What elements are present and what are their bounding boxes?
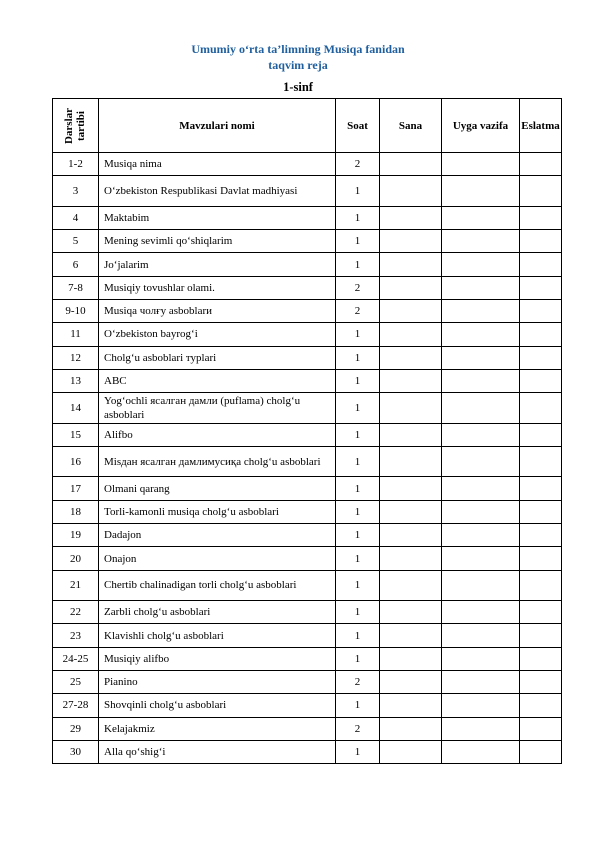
hours-cell: 1 [336, 446, 380, 477]
column-header-date: Sana [380, 99, 442, 153]
date-cell [380, 299, 442, 322]
table-header-row [53, 99, 562, 153]
homework-cell [442, 230, 520, 253]
note-cell [520, 423, 562, 446]
table-row [53, 153, 562, 176]
topic-cell: Shovqinli cholg‘u asboblari [99, 694, 336, 717]
homework-cell [442, 570, 520, 601]
note-cell [520, 153, 562, 176]
homework-cell [442, 624, 520, 647]
order-header-line2: tartibi [75, 110, 88, 141]
lesson-number-cell: 24-25 [53, 647, 99, 670]
date-cell [380, 230, 442, 253]
note-cell [520, 717, 562, 740]
lesson-number-cell: 25 [53, 671, 99, 694]
lesson-number-cell: 7-8 [53, 276, 99, 299]
lesson-number-cell: 9-10 [53, 299, 99, 322]
date-cell [380, 524, 442, 547]
note-cell [520, 230, 562, 253]
table-row [53, 230, 562, 253]
hours-cell: 1 [336, 369, 380, 392]
note-cell [520, 276, 562, 299]
homework-cell [442, 446, 520, 477]
date-cell [380, 276, 442, 299]
table-row [53, 547, 562, 570]
table-row [53, 323, 562, 346]
hours-cell: 2 [336, 276, 380, 299]
date-cell [380, 671, 442, 694]
note-cell [520, 624, 562, 647]
homework-cell [442, 647, 520, 670]
note-cell [520, 694, 562, 717]
note-cell [520, 500, 562, 523]
lesson-number-cell: 19 [53, 524, 99, 547]
hours-cell: 1 [336, 601, 380, 624]
date-cell [380, 369, 442, 392]
lesson-number-cell: 15 [53, 423, 99, 446]
date-cell [380, 346, 442, 369]
table-row [53, 423, 562, 446]
date-cell [380, 477, 442, 500]
table-row [53, 299, 562, 322]
topic-cell: ABC [99, 369, 336, 392]
date-cell [380, 176, 442, 207]
note-cell [520, 323, 562, 346]
hours-cell: 1 [336, 740, 380, 763]
note-cell [520, 547, 562, 570]
column-header-homework: Uyga vazifa [442, 99, 520, 153]
lesson-number-cell: 4 [53, 206, 99, 229]
calendar-plan-table [52, 98, 562, 764]
date-cell [380, 547, 442, 570]
table-row [53, 601, 562, 624]
topic-cell: Onajon [99, 547, 336, 570]
grade-label: 1-sinf [283, 80, 313, 94]
table-row [53, 524, 562, 547]
table-row [53, 253, 562, 276]
note-cell [520, 446, 562, 477]
table-body [53, 153, 562, 764]
homework-cell [442, 153, 520, 176]
lesson-number-cell: 11 [53, 323, 99, 346]
date-cell [380, 717, 442, 740]
date-cell [380, 423, 442, 446]
table-row [53, 393, 562, 424]
lesson-number-cell: 6 [53, 253, 99, 276]
homework-cell [442, 477, 520, 500]
column-header-note: Eslatma [520, 99, 562, 153]
note-cell [520, 740, 562, 763]
homework-cell [442, 346, 520, 369]
note-cell [520, 346, 562, 369]
homework-cell [442, 671, 520, 694]
date-cell [380, 446, 442, 477]
table-row [53, 477, 562, 500]
homework-cell [442, 524, 520, 547]
note-cell [520, 570, 562, 601]
topic-cell: Zarbli cholg‘u asboblari [99, 601, 336, 624]
lesson-number-cell: 17 [53, 477, 99, 500]
topic-cell: Musiqa чолғу asboblarи [99, 299, 336, 322]
note-cell [520, 393, 562, 424]
topic-cell: Mening sevimli qo‘shiqlarim [99, 230, 336, 253]
hours-cell: 1 [336, 547, 380, 570]
homework-cell [442, 601, 520, 624]
lesson-number-cell: 30 [53, 740, 99, 763]
homework-cell [442, 206, 520, 229]
table-row [53, 500, 562, 523]
table-row [53, 346, 562, 369]
topic-cell: Yog‘ochli ясалган дамли (puflama) cholg‘u asboblari [99, 393, 336, 424]
table-row [53, 276, 562, 299]
date-cell [380, 647, 442, 670]
topic-cell: Chertib chalinadigan torli cholg‘u asboblari [99, 570, 336, 601]
topic-cell: Alifbo [99, 423, 336, 446]
lesson-number-cell: 3 [53, 176, 99, 207]
table-row [53, 206, 562, 229]
homework-cell [442, 717, 520, 740]
lesson-number-cell: 29 [53, 717, 99, 740]
topic-cell: Klavishli cholg‘u asboblari [99, 624, 336, 647]
homework-cell [442, 253, 520, 276]
hours-cell: 2 [336, 717, 380, 740]
hours-cell: 2 [336, 671, 380, 694]
lesson-number-cell: 12 [53, 346, 99, 369]
order-header-line1: Darslar [63, 107, 76, 144]
topic-cell: O‘zbekiston bayrog‘i [99, 323, 336, 346]
homework-cell [442, 500, 520, 523]
document-title: Umumiy o‘rta ta’limning Musiqa fanidan [191, 42, 405, 56]
lesson-number-cell: 22 [53, 601, 99, 624]
note-cell [520, 176, 562, 207]
note-cell [520, 477, 562, 500]
lesson-number-cell: 1-2 [53, 153, 99, 176]
hours-cell: 1 [336, 323, 380, 346]
note-cell [520, 647, 562, 670]
topic-cell: Alla qo‘shig‘i [99, 740, 336, 763]
topic-cell: Torli-kamonli musiqa cholg‘u asboblari [99, 500, 336, 523]
note-cell [520, 601, 562, 624]
hours-cell: 1 [336, 346, 380, 369]
table-row [53, 570, 562, 601]
homework-cell [442, 176, 520, 207]
homework-cell [442, 694, 520, 717]
note-cell [520, 253, 562, 276]
hours-cell: 1 [336, 423, 380, 446]
topic-cell: Maktabim [99, 206, 336, 229]
table-row [53, 717, 562, 740]
table-row [53, 647, 562, 670]
table-row [53, 671, 562, 694]
topic-cell: Kelajakmiz [99, 717, 336, 740]
table-row [53, 369, 562, 392]
date-cell [380, 694, 442, 717]
table-row [53, 624, 562, 647]
topic-cell: Jo‘jalarim [99, 253, 336, 276]
homework-cell [442, 740, 520, 763]
note-cell [520, 671, 562, 694]
note-cell [520, 524, 562, 547]
topic-cell: Dadajon [99, 524, 336, 547]
column-header-topic: Mavzulari nomi [99, 99, 336, 153]
lesson-number-cell: 16 [53, 446, 99, 477]
hours-cell: 1 [336, 500, 380, 523]
note-cell [520, 299, 562, 322]
column-header-hours: Soat [336, 99, 380, 153]
homework-cell [442, 547, 520, 570]
date-cell [380, 206, 442, 229]
lesson-number-cell: 27-28 [53, 694, 99, 717]
date-cell [380, 740, 442, 763]
lesson-number-cell: 21 [53, 570, 99, 601]
topic-cell: Misдан ясалган дамлимусиқа cholg‘u asboblari [99, 446, 336, 477]
column-header-order [53, 99, 99, 153]
table-row [53, 694, 562, 717]
lesson-number-cell: 14 [53, 393, 99, 424]
hours-cell: 2 [336, 299, 380, 322]
date-cell [380, 153, 442, 176]
homework-cell [442, 323, 520, 346]
hours-cell: 1 [336, 524, 380, 547]
topic-cell: Cholg‘u asboblari турlari [99, 346, 336, 369]
note-cell [520, 206, 562, 229]
topic-cell: Olmani qarang [99, 477, 336, 500]
table-row [53, 740, 562, 763]
document-subtitle: taqvim reja [268, 58, 328, 72]
topic-cell: Pianino [99, 671, 336, 694]
homework-cell [442, 423, 520, 446]
hours-cell: 1 [336, 477, 380, 500]
lesson-number-cell: 23 [53, 624, 99, 647]
hours-cell: 1 [336, 393, 380, 424]
hours-cell: 1 [336, 176, 380, 207]
hours-cell: 1 [336, 694, 380, 717]
date-cell [380, 323, 442, 346]
topic-cell: Musiqa nima [99, 153, 336, 176]
lesson-number-cell: 20 [53, 547, 99, 570]
note-cell [520, 369, 562, 392]
hours-cell: 2 [336, 153, 380, 176]
table-row [53, 176, 562, 207]
homework-cell [442, 369, 520, 392]
date-cell [380, 500, 442, 523]
hours-cell: 1 [336, 647, 380, 670]
table-row [53, 446, 562, 477]
date-cell [380, 570, 442, 601]
hours-cell: 1 [336, 206, 380, 229]
topic-cell: O‘zbekiston Respublikasi Davlat madhiyasi [99, 176, 336, 207]
homework-cell [442, 299, 520, 322]
topic-cell: Musiqiy tovushlar olami. [99, 276, 336, 299]
lesson-number-cell: 5 [53, 230, 99, 253]
homework-cell [442, 393, 520, 424]
date-cell [380, 393, 442, 424]
topic-cell: Musiqiy alifbo [99, 647, 336, 670]
hours-cell: 1 [336, 570, 380, 601]
hours-cell: 1 [336, 230, 380, 253]
hours-cell: 1 [336, 253, 380, 276]
date-cell [380, 624, 442, 647]
homework-cell [442, 276, 520, 299]
lesson-number-cell: 13 [53, 369, 99, 392]
date-cell [380, 601, 442, 624]
lesson-number-cell: 18 [53, 500, 99, 523]
date-cell [380, 253, 442, 276]
hours-cell: 1 [336, 624, 380, 647]
